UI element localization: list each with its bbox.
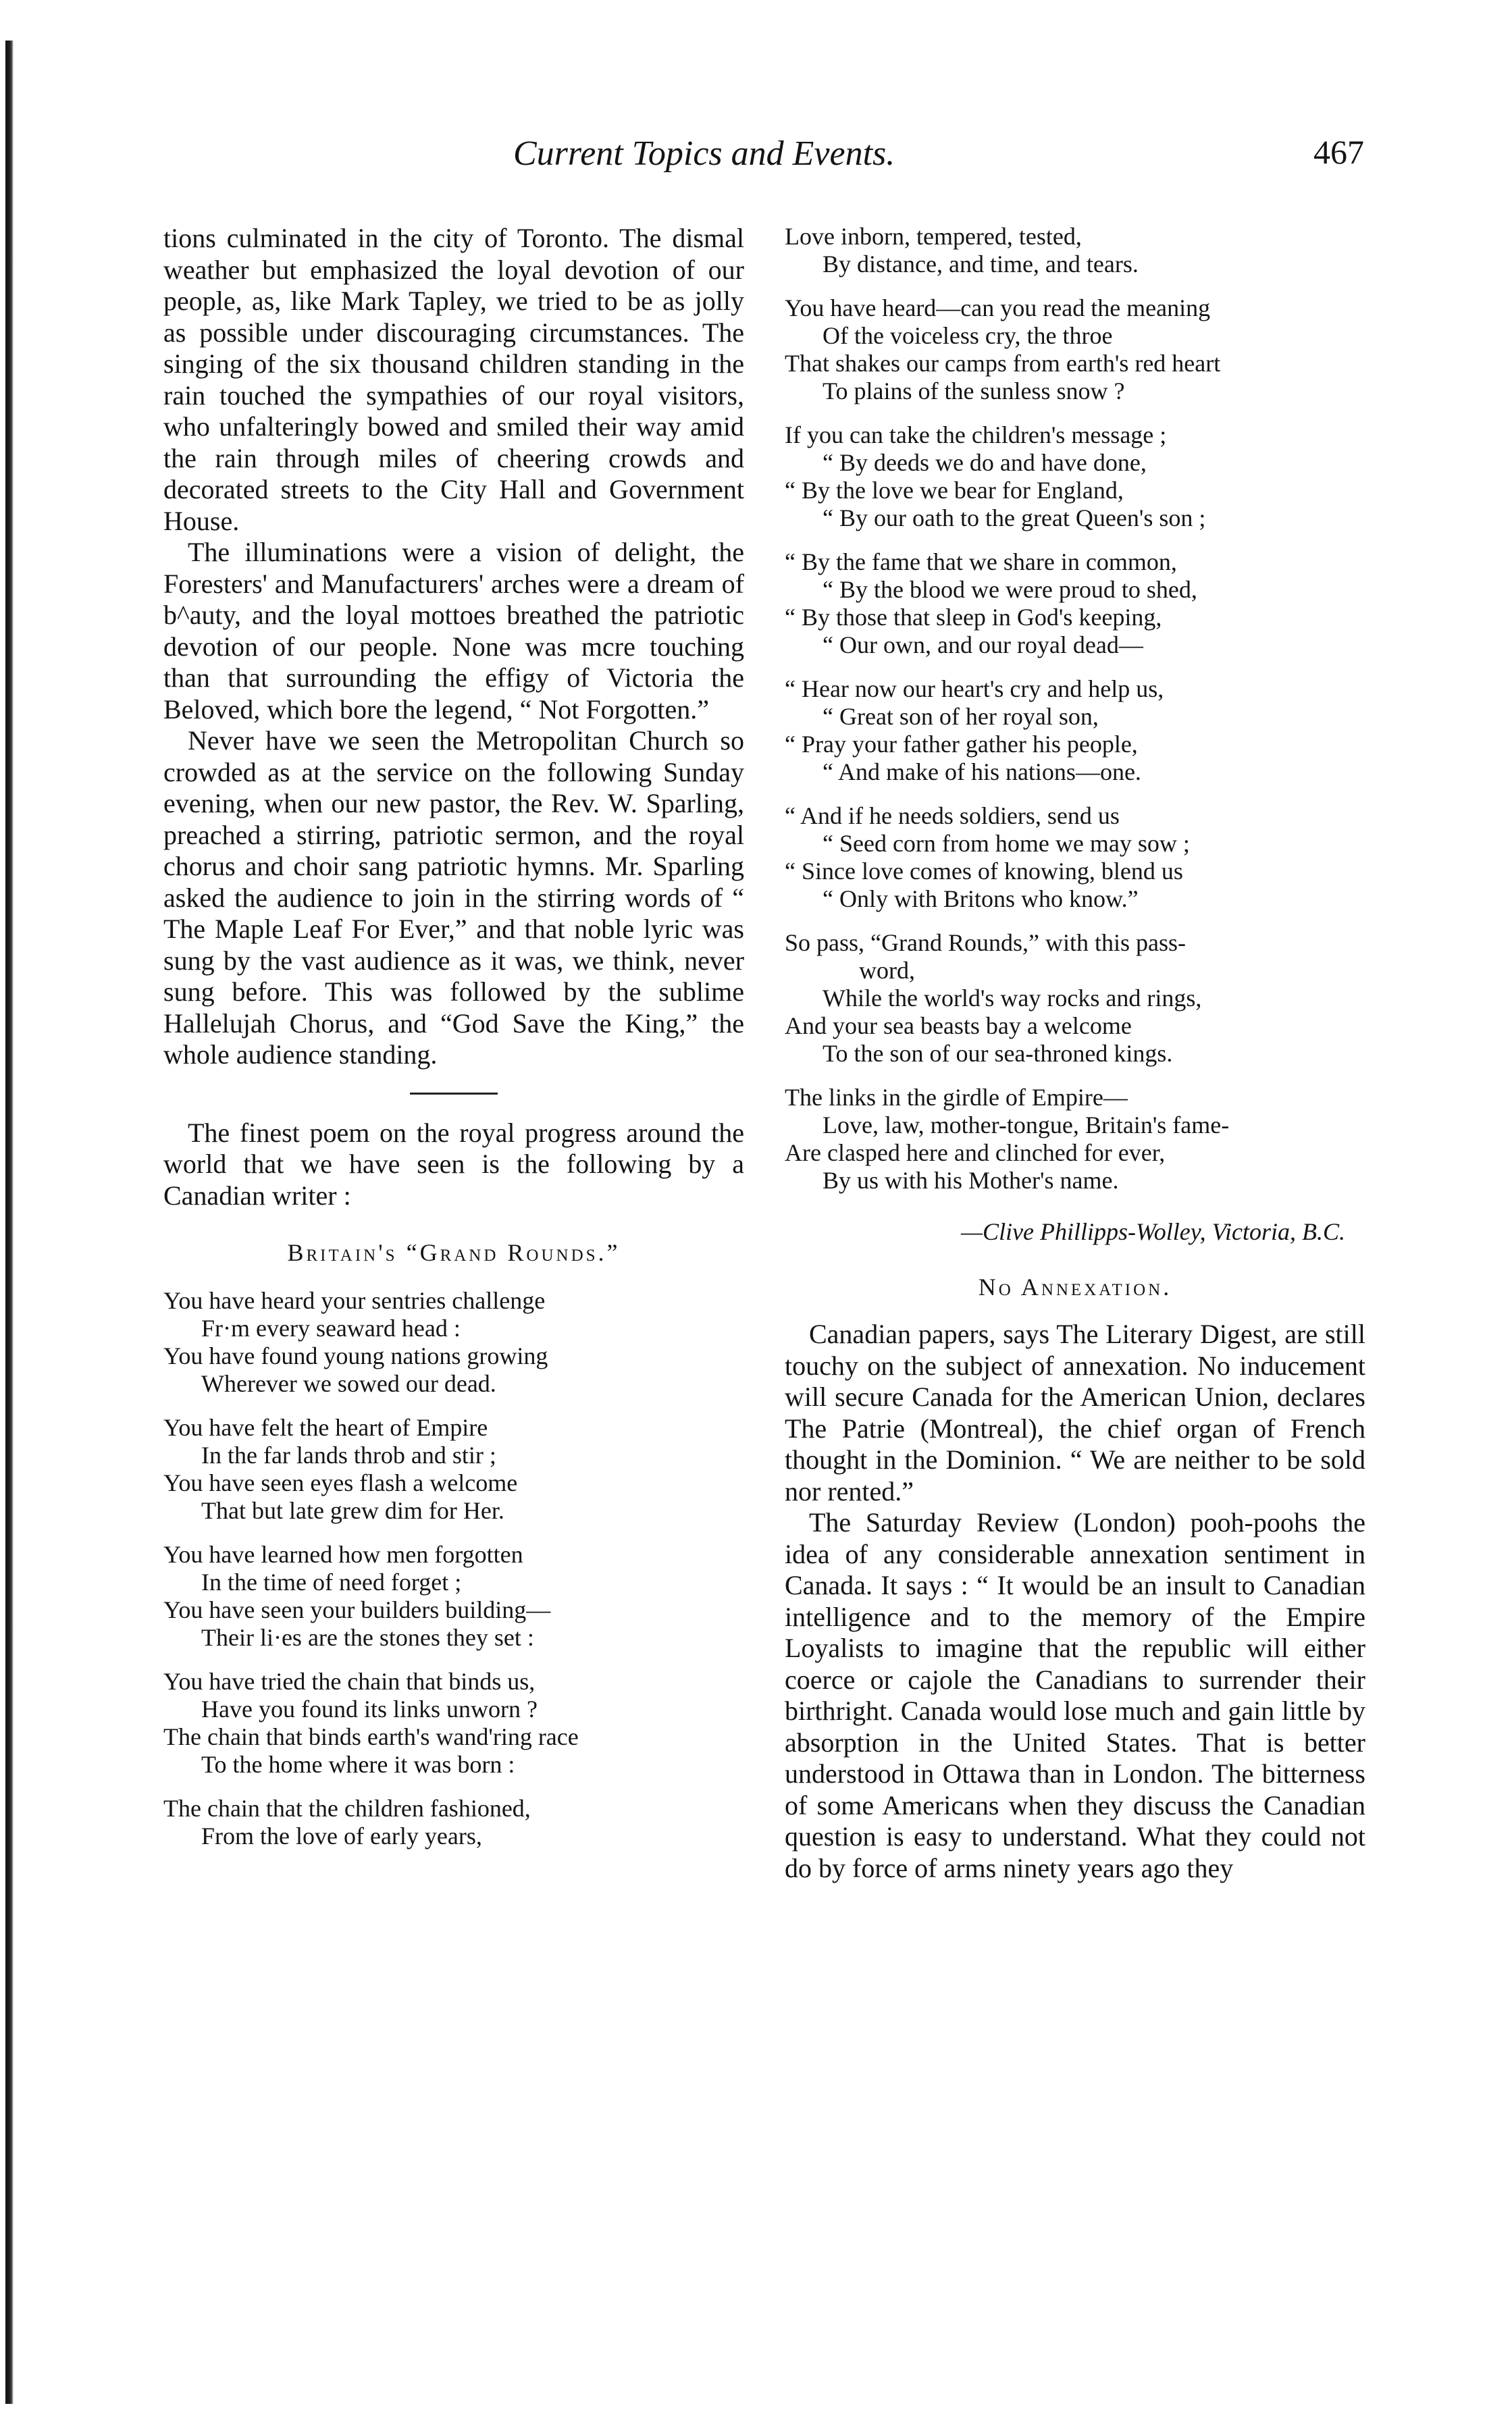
- poem-attribution: —Clive Phillipps-Wolley, Victoria, B.C.: [961, 1218, 1345, 1245]
- poem-line: “ By those that sleep in God's keeping,: [785, 604, 1162, 631]
- poem-line: You have tried the chain that binds us,: [163, 1668, 536, 1695]
- poem-line: “ Pray your father gather his people,: [785, 731, 1138, 758]
- stanza: [785, 294, 1365, 405]
- left-column: [163, 223, 744, 1866]
- poem-line: Have you found its links unworn ?: [201, 1696, 538, 1723]
- poem-line: Are clasped here and clinched for ever,: [785, 1139, 1166, 1166]
- poem-line: word,: [859, 957, 915, 984]
- poem-line: By us with his Mother's name.: [823, 1167, 1119, 1194]
- poem-line: From the love of early years,: [201, 1823, 482, 1850]
- paragraph: The Saturday Review (London) pooh-poohs the idea of any considerable annexation sentiment in Canada. It says : “ It would be an insult to Canadian intelligence and to the memory of the Empire Loyalists to imagine that the republic will either coerce or cajole the Canadians to surrender their birthright. Canada would lose much and gain little by absorption in the United States. That is better understood in Ottawa than in London. The bitterness of some Americans when they discuss the Canadian question is easy to understand. What they could not do by force of arms ninety years ago they: [785, 1507, 1365, 1883]
- stanza: [785, 675, 1365, 786]
- poem-line: While the world's way rocks and rings,: [823, 985, 1202, 1012]
- stanza: [163, 1795, 744, 1850]
- paragraph: The finest poem on the royal progress around the world that we have seen is the following by a Canadian writer :: [163, 1117, 744, 1211]
- poem-line: “ By the fame that we share in common,: [785, 548, 1177, 575]
- poem-line: “ By the love we bear for England,: [785, 477, 1124, 504]
- paragraph: The illuminations were a vision of delight, the Foresters' and Manufacturers' arches were a dream of b^auty, and the loyal mottoes breathed the patriotic devotion of our people. None was mcre touching than that surrounding the effigy of Victoria the Beloved, which bore the legend, “ Not Forgotten.”: [163, 537, 744, 725]
- poem-line: Love inborn, tempered, tested,: [785, 223, 1082, 250]
- paragraph: Canadian papers, says The Literary Digest, are still touchy on the subject of annexation. No inducement will secure Canada for the American Union, declares The Patrie (Montreal), the chief organ of French thought in the Dominion. “ We are neither to be sold nor rented.”: [785, 1319, 1365, 1506]
- poem-line: Wherever we sowed our dead.: [201, 1370, 496, 1397]
- poem-line: Their li·es are the stones they set :: [201, 1624, 534, 1651]
- stanza: [163, 1541, 744, 1652]
- stanza: [163, 1287, 744, 1398]
- section-title: No Annexation.: [978, 1274, 1172, 1301]
- stanza: [785, 1084, 1365, 1195]
- stanza: [785, 223, 1365, 278]
- stanza: [163, 1414, 744, 1525]
- poem-line: “ Hear now our heart's cry and help us,: [785, 675, 1164, 702]
- poem-line: If you can take the children's message ;: [785, 421, 1167, 448]
- section-divider: [410, 1093, 498, 1095]
- page-number: 467: [1313, 133, 1364, 171]
- poem-line: “ And if he needs soldiers, send us: [785, 802, 1120, 829]
- poem-intro: [163, 1118, 744, 1212]
- poem-line: So pass, “Grand Rounds,” with this pass-: [785, 929, 1186, 956]
- poem-title: Britain's “Grand Rounds.”: [287, 1239, 621, 1266]
- stanza: [785, 929, 1365, 1068]
- stanza: [785, 421, 1365, 532]
- paragraph: Never have we seen the Metropolitan Church so crowded as at the service on the following Sunday evening, when our new pastor, the Rev. W. Sparling, preached a stirring, patriotic sermon, and the royal chorus and choir sang patriotic hymns. Mr. Sparling asked the audience to join in the stirring words of “ The Maple Leaf For Ever,” and that noble lyric was sung by the vast audience as it was, we think, never sung before. This was followed by the sublime Hallelujah Chorus, and “God Save the King,” the whole audience standing.: [163, 725, 744, 1070]
- poem-line: Of the voiceless cry, the throe: [823, 322, 1113, 349]
- poem-line: You have heard—can you read the meaning: [785, 294, 1211, 321]
- left-prose: [163, 223, 744, 1071]
- poem-line: “ Our own, and our royal dead—: [823, 631, 1143, 658]
- poem-line: The chain that the children fashioned,: [163, 1795, 531, 1822]
- poem-line: The links in the girdle of Empire—: [785, 1084, 1128, 1111]
- poem-line: To the home where it was born :: [201, 1751, 515, 1778]
- poem-line: You have seen your builders building—: [163, 1596, 551, 1623]
- poem-line: That but late grew dim for Her.: [201, 1497, 504, 1524]
- poem-line: By distance, and time, and tears.: [823, 251, 1139, 278]
- stanza: [785, 802, 1365, 913]
- poem-line: “ And make of his nations—one.: [823, 758, 1141, 785]
- poem-line: The chain that binds earth's wand'ring race: [163, 1723, 579, 1750]
- poem-left: [163, 1287, 744, 1850]
- poem-line: In the time of need forget ;: [201, 1569, 462, 1596]
- running-head: Current Topics and Events.: [513, 134, 895, 173]
- poem-line: Love, law, mother-tongue, Britain's fame-: [823, 1111, 1230, 1138]
- poem-line: You have found young nations growing: [163, 1342, 548, 1369]
- poem-line: Fr·m every seaward head :: [201, 1315, 461, 1342]
- poem-line: In the far lands throb and stir ;: [201, 1442, 496, 1469]
- right-prose: [785, 1319, 1365, 1884]
- stanza: [785, 548, 1365, 659]
- poem-line: And your sea beasts bay a welcome: [785, 1012, 1132, 1039]
- poem-line: “ Since love comes of knowing, blend us: [785, 858, 1183, 885]
- poem-right: [785, 223, 1365, 1195]
- poem-line: “ Seed corn from home we may sow ;: [823, 830, 1190, 857]
- poem-line: You have seen eyes flash a welcome: [163, 1469, 518, 1496]
- stanza: [163, 1668, 744, 1779]
- poem-line: “ By deeds we do and have done,: [823, 449, 1147, 476]
- poem-line: To plains of the sunless snow ?: [823, 377, 1125, 404]
- page-binding-edge: [5, 41, 14, 2404]
- poem-line: You have learned how men forgotten: [163, 1541, 523, 1568]
- poem-line: That shakes our camps from earth's red heart: [785, 350, 1221, 377]
- poem-line: “ Great son of her royal son,: [823, 703, 1099, 730]
- paragraph: tions culminated in the city of Toronto. The dismal weather but emphasized the loyal devotion of our people, as, like Mark Tapley, we tried to be as jolly as possible under discouraging circumstances. The singing of the six thousand children standing in the rain touched the sympathies of our royal visitors, who unfalteringly bowed and smiled their way amid the rain through miles of cheering crowds and decorated streets to the City Hall and Government House.: [163, 223, 744, 536]
- poem-line: To the son of our sea-throned kings.: [823, 1040, 1173, 1067]
- poem-line: “ By the blood we were proud to shed,: [823, 576, 1197, 603]
- poem-line: “ By our oath to the great Queen's son ;: [823, 504, 1206, 531]
- poem-line: “ Only with Britons who know.”: [823, 885, 1139, 912]
- right-column: [785, 223, 1365, 1884]
- poem-line: You have heard your sentries challenge: [163, 1287, 546, 1314]
- poem-line: You have felt the heart of Empire: [163, 1414, 488, 1441]
